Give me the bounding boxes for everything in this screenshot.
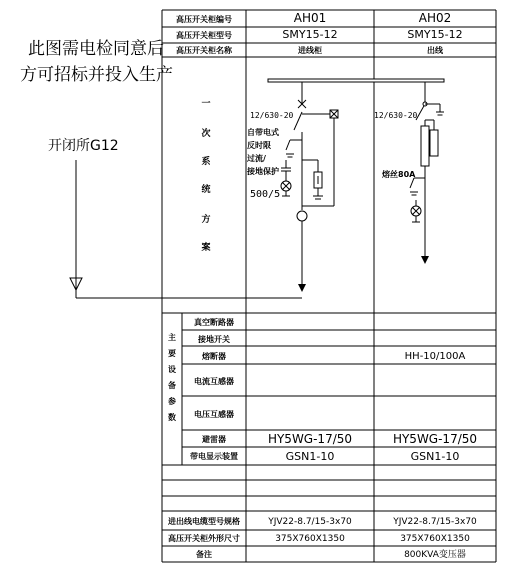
cabinet-id-ah02: AH02: [418, 11, 452, 25]
footer-value-ah02: 800KVA变压器: [404, 550, 466, 560]
ah01-ct-ratio: 500/5: [250, 189, 281, 200]
header-label: 高压开关柜编号: [176, 15, 232, 24]
footer-label: 高压开关柜外形尺寸: [168, 534, 240, 543]
relay-line: 自带电式: [247, 128, 279, 137]
scheme-char: 系: [201, 157, 211, 167]
footer-row-remarks: [196, 548, 466, 560]
source-feeder-line: [70, 160, 302, 298]
footer-row-dimensions: [168, 533, 470, 544]
footer-value-ah01: YJV22-8.7/15-3x70: [268, 517, 352, 527]
ah02-fuse-label: 熔丝80A: [382, 170, 416, 179]
equipment-row-vacuum-breaker: [194, 317, 234, 327]
equipment-label: 真空断路器: [194, 318, 234, 327]
header-label: 高压开关柜型号: [176, 31, 232, 40]
table-grid: [162, 10, 496, 562]
equipment-char: 主: [168, 333, 176, 342]
equipment-value-ah02: HH-10/100A: [404, 351, 466, 362]
ah02-rating: 12/630-20: [374, 111, 418, 120]
equipment-char: 参: [168, 397, 176, 406]
equipment-label: 熔断器: [202, 352, 226, 361]
equipment-value-ah02: GSN1-10: [410, 450, 460, 463]
scheme-char: 次: [201, 129, 211, 139]
equipment-row-voltage-transformer: [194, 409, 234, 419]
scheme-char: 案: [201, 243, 211, 253]
equipment-label: 电压互感器: [194, 410, 234, 419]
equipment-label: 带电显示装置: [190, 452, 238, 461]
equipment-label: 接地开关: [198, 335, 230, 344]
footer-value-ah02: 375X760X1350: [400, 534, 470, 544]
equipment-char: 备: [168, 381, 176, 390]
equipment-value-ah02: HY5WG-17/50: [392, 432, 478, 446]
equipment-group-label: [168, 332, 176, 422]
footer-row-cable-spec: [167, 516, 477, 527]
header-label: 高压开关柜名称: [176, 46, 232, 55]
relay-line: 反时限: [247, 141, 271, 150]
source-label: 开闭所G12: [48, 138, 119, 154]
equipment-row-live-display: [190, 450, 459, 463]
equipment-row-fuse: [201, 351, 465, 362]
note-line-2: 方可招标并投入生产: [20, 65, 173, 85]
header-row-2: [176, 28, 463, 41]
footer-value-ah01: 375X760X1350: [275, 534, 345, 544]
equipment-row-current-transformer: [194, 376, 234, 386]
ah01-rating: 12/630-20: [250, 111, 294, 120]
scheme-char: 方: [201, 215, 211, 225]
equipment-row-earthing-switch: [197, 334, 230, 344]
cabinet-model-ah01: SMY15-12: [282, 28, 338, 41]
cabinet-name-ah01: 进线柜: [298, 46, 322, 55]
ah01-relay-label: [246, 127, 279, 176]
equipment-label: 避雷器: [202, 435, 226, 444]
footer-value-ah02: YJV22-8.7/15-3x70: [393, 517, 477, 527]
cabinet-id-ah01: AH01: [293, 11, 327, 25]
equipment-label: 电流互感器: [194, 377, 234, 386]
cabinet-name-ah02: 出线: [427, 46, 443, 55]
equipment-value-ah01: HY5WG-17/50: [267, 432, 353, 446]
equipment-value-ah01: GSN1-10: [285, 450, 335, 463]
equipment-char: 要: [168, 349, 176, 358]
relay-line: 过流/: [247, 154, 266, 163]
equipment-char: 设: [168, 365, 176, 374]
relay-line: 接地保护: [247, 167, 279, 176]
scheme-char: 一: [201, 99, 211, 109]
scheme-vertical-label: [200, 99, 210, 253]
header-row-1: [176, 11, 451, 25]
note-line-1: 此图需电检同意后: [28, 39, 164, 59]
header-row-3: [176, 45, 444, 55]
busbar: [268, 79, 444, 82]
cabinet-model-ah02: SMY15-12: [407, 28, 463, 41]
equipment-row-surge-arrester: [201, 432, 477, 446]
equipment-char: 数: [168, 413, 176, 422]
scheme-char: 统: [201, 185, 211, 195]
footer-label: 进出线电缆型号规格: [168, 517, 240, 526]
footer-label: 备注: [196, 550, 212, 559]
